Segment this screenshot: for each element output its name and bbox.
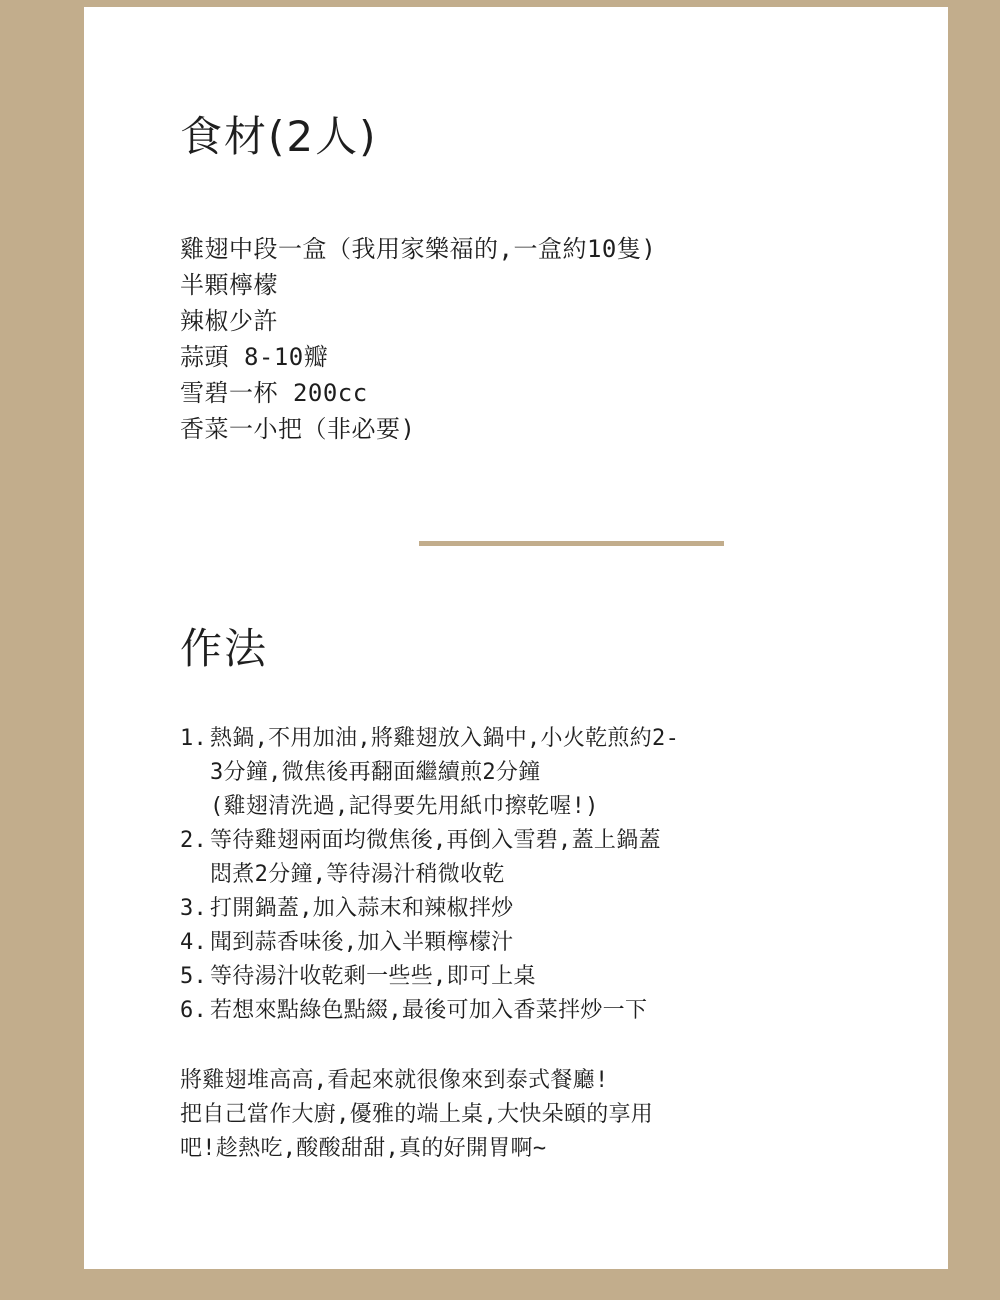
step-line: 等待雞翅兩面均微焦後,再倒入雪碧,蓋上鍋蓋 <box>210 828 661 853</box>
step-item <box>180 824 679 892</box>
step-line: 打開鍋蓋,加入蒜末和辣椒拌炒 <box>210 896 514 921</box>
step-line: 若想來點綠色點綴,最後可加入香菜拌炒一下 <box>210 998 648 1023</box>
step-line: (雞翅清洗過,記得要先用紙巾擦乾喔!) <box>210 794 599 819</box>
recipe-card <box>84 7 948 1269</box>
ingredient-item: 半顆檸檬 <box>180 271 278 299</box>
step-number: 5. <box>180 964 208 989</box>
step-number: 2. <box>180 828 208 853</box>
step-item <box>180 926 679 960</box>
ingredient-item: 蒜頭 8-10瓣 <box>180 343 329 371</box>
step-text <box>210 960 536 994</box>
ingredient-item: 辣椒少許 <box>180 307 278 335</box>
closing-line: 吧!趁熱吃,酸酸甜甜,真的好開胃啊~ <box>180 1136 547 1161</box>
step-item <box>180 960 679 994</box>
step-line: 悶煮2分鐘,等待湯汁稍微收乾 <box>210 862 505 887</box>
step-item <box>180 994 679 1028</box>
method-title: 作法 <box>180 624 269 673</box>
step-number: 4. <box>180 930 208 955</box>
step-text <box>210 926 513 960</box>
step-text <box>210 722 679 824</box>
step-line: 熱鍋,不用加油,將雞翅放入鍋中,小火乾煎約2- <box>210 726 680 751</box>
step-text <box>210 824 661 892</box>
ingredients-title: 食材(2人) <box>180 112 378 161</box>
ingredients-list <box>180 231 656 447</box>
ingredient-item: 雞翅中段一盒（我用家樂福的,一盒約10隻) <box>180 235 657 263</box>
step-number: 6. <box>180 998 208 1023</box>
ingredient-item: 香菜一小把（非必要) <box>180 415 416 443</box>
section-divider <box>419 541 724 546</box>
step-line: 3分鐘,微焦後再翻面繼續煎2分鐘 <box>210 760 541 785</box>
closing-line: 將雞翅堆高高,看起來就很像來到泰式餐廳! <box>180 1068 609 1093</box>
ingredient-item: 雪碧一杯 200cc <box>180 379 368 407</box>
step-text <box>210 892 513 926</box>
step-number: 3. <box>180 896 208 921</box>
step-text <box>210 994 647 1028</box>
step-line: 聞到蒜香味後,加入半顆檸檬汁 <box>210 930 514 955</box>
step-item <box>180 722 679 824</box>
step-item <box>180 892 679 926</box>
step-number: 1. <box>180 726 208 751</box>
step-line: 等待湯汁收乾剩一些些,即可上桌 <box>210 964 536 989</box>
closing-line: 把自己當作大廚,優雅的端上桌,大快朵頤的享用 <box>180 1102 654 1127</box>
method-steps <box>180 722 679 1028</box>
closing-paragraph <box>180 1064 653 1166</box>
